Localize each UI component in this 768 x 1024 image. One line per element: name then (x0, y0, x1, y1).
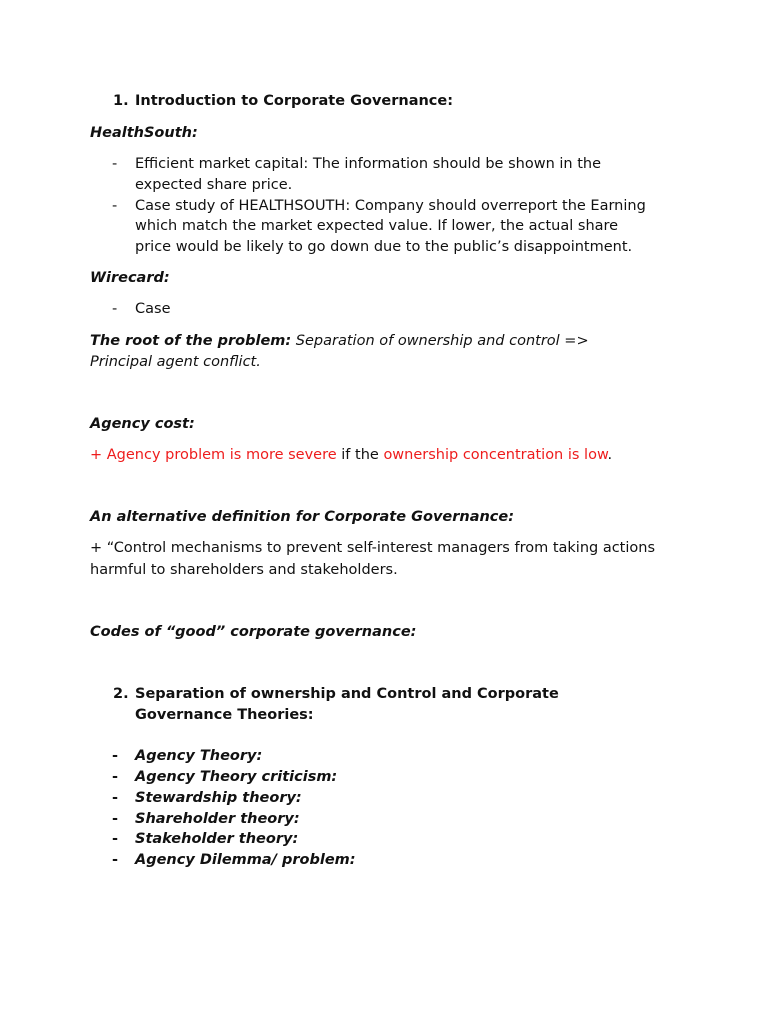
agency-cost-highlight-2: ownership concentration is low (383, 447, 608, 463)
bullet-marker: - (112, 198, 118, 214)
agency-cost-highlight-1: + Agency problem is more severe (90, 447, 337, 463)
root-problem-text-continued: Principal agent conflict. (90, 354, 261, 370)
list-item: Efficient market capital: The information should be shown in the (135, 156, 601, 172)
bullet-marker: - (112, 301, 118, 317)
section-1-number: 1. (113, 93, 129, 109)
section-2-title: Separation of ownership and Control and Corporate (135, 686, 559, 702)
agency-cost-end: . (607, 447, 613, 463)
alt-definition-text-continued: harmful to shareholders and stakeholders. (90, 562, 398, 578)
list-item: Stewardship theory: (135, 790, 302, 806)
list-item: Agency Dilemma/ problem: (135, 852, 356, 868)
list-item: expected share price. (135, 177, 293, 193)
list-item: Agency Theory criticism: (135, 769, 338, 785)
alt-definition-heading: An alternative definition for Corporate Governance: (90, 509, 515, 525)
bullet-marker: - (112, 831, 119, 847)
section-2-title-continued: Governance Theories: (135, 707, 314, 723)
list-item: price would be likely to go down due to the public’s disappointment. (135, 239, 633, 255)
list-item: Shareholder theory: (135, 811, 300, 827)
root-problem-paragraph (90, 331, 690, 352)
bullet-marker: - (112, 852, 119, 868)
root-problem-text: Separation of ownership and control => (291, 333, 589, 349)
bullet-marker: - (112, 748, 119, 764)
list-item: Agency Theory: (135, 748, 263, 764)
section-1-title: Introduction to Corporate Governance: (135, 93, 454, 109)
bullet-marker: - (112, 811, 119, 827)
list-item: Stakeholder theory: (135, 831, 299, 847)
bullet-marker: - (112, 769, 119, 785)
list-item: which match the market expected value. If lower, the actual share (135, 218, 619, 234)
bullet-marker: - (112, 790, 119, 806)
agency-cost-connector: if the (336, 447, 384, 463)
root-problem-label: The root of the problem: (90, 333, 292, 349)
list-item: Case study of HEALTHSOUTH: Company should overreport the Earning (135, 198, 646, 214)
agency-cost-paragraph (90, 445, 690, 466)
alt-definition-text: + “Control mechanisms to prevent self-interest managers from taking actions (90, 540, 656, 556)
wirecard-heading: Wirecard: (90, 270, 170, 286)
bullet-marker: - (112, 156, 118, 172)
list-item: Case (135, 301, 171, 317)
healthsouth-heading: HealthSouth: (90, 125, 198, 141)
codes-heading: Codes of “good” corporate governance: (90, 624, 417, 640)
agency-cost-heading: Agency cost: (90, 416, 195, 432)
section-2-number: 2. (113, 686, 129, 702)
